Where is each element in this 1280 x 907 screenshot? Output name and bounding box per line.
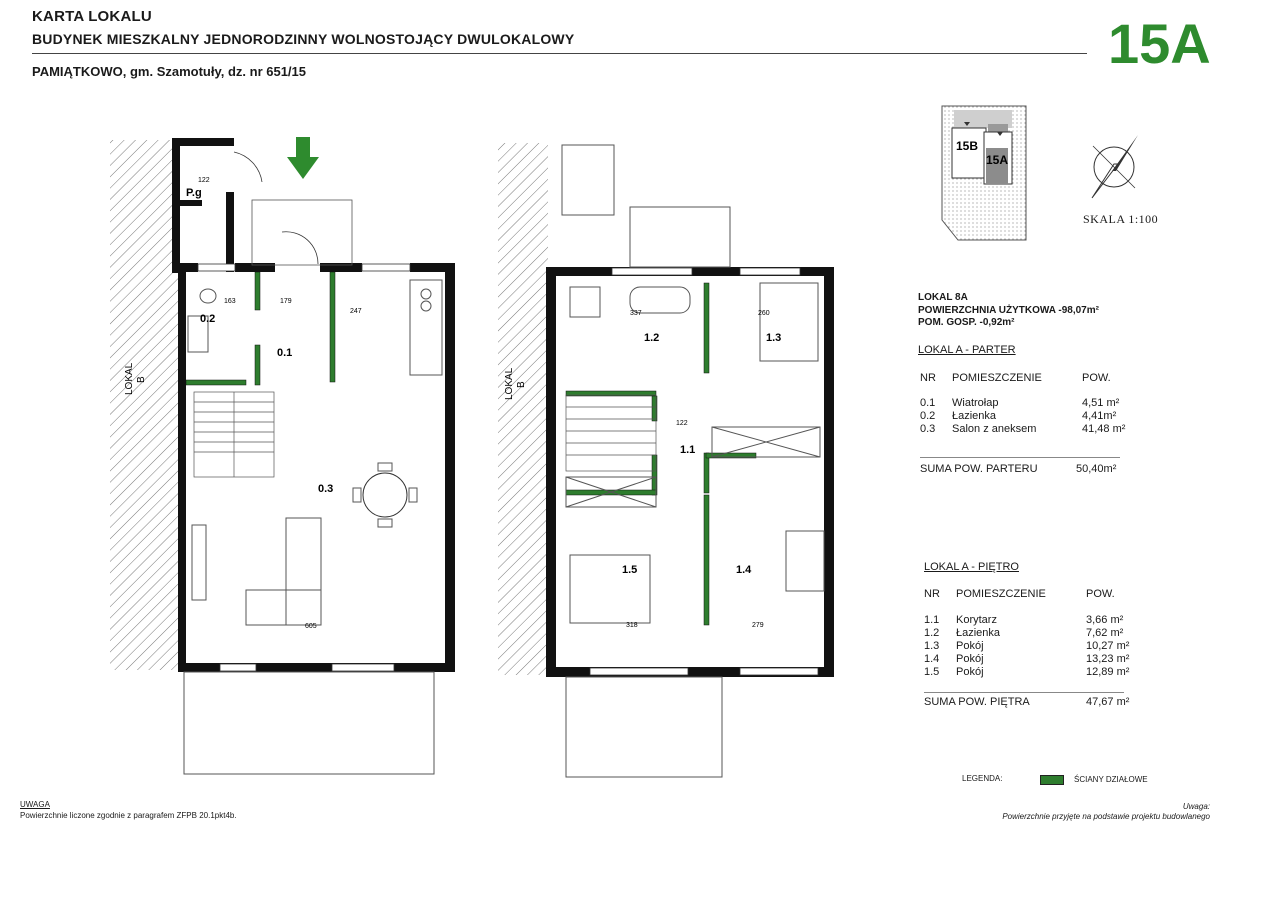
upper-floor-table: NR POMIESZCZENIE POW. 1.1 Korytarz 3,66 m² 1.2 Łazienka 7,62 m² 1.3 Pokój 10,27 m² 1.4 Pokój 13,23 m² 1.5 Pokój 12,89 m² SUMA POW. PIĘTRA 47,67 m² <box>924 588 1130 708</box>
note-heading: UWAGA <box>20 800 50 809</box>
right-note-body: Powierzchnie przyjęte na podstawie projektu budowlanego <box>1002 812 1210 821</box>
ground-floor-heading: LOKAL A - PARTER <box>918 344 1016 356</box>
north-arrow-icon <box>1088 132 1148 202</box>
room-label-0-1: 0.1 <box>277 347 293 359</box>
utility-room-label: P.g <box>186 187 202 199</box>
col-nr: NR <box>920 372 936 384</box>
dim-122-up: 122 <box>676 420 688 427</box>
dim-605: 605 <box>305 623 317 630</box>
room-label-1-4: 1.4 <box>736 564 752 576</box>
upper-floor-heading: LOKAL A - PIĘTRO <box>924 561 1019 573</box>
unit-number: 15A <box>1108 12 1211 75</box>
dim-279: 279 <box>752 622 764 629</box>
neighbor-sub-upper: B <box>516 381 527 388</box>
site-plan <box>936 102 1028 242</box>
dim-318: 318 <box>626 622 638 629</box>
utility-area: POM. GOSP. -0,92m² <box>918 317 1015 328</box>
site-label-15b: 15B <box>956 139 979 153</box>
site-label-15a: 15A <box>986 153 1009 167</box>
room-label-1-3: 1.3 <box>766 332 782 344</box>
room-label-0-2: 0.2 <box>200 313 216 325</box>
dim-163: 163 <box>224 298 236 305</box>
legend-label: LEGENDA: <box>962 774 1003 783</box>
dim-247: 247 <box>350 308 362 315</box>
building-description: BUDYNEK MIESZKALNY JEDNORODZINNY WOLNOSTOJĄCY DWULOKALOWY <box>32 31 575 47</box>
note-body: Powierzchnie liczone zgodnie z paragrafem ZFPB 20.1pkt4b. <box>20 811 237 820</box>
room-label-0-3: 0.3 <box>318 483 334 495</box>
upper-floor-plan <box>490 135 840 785</box>
col-room: POMIESZCZENIE <box>952 372 1042 384</box>
legend-swatch <box>1040 775 1064 785</box>
room-label-1-2: 1.2 <box>644 332 660 344</box>
dim-179: 179 <box>280 298 292 305</box>
room-label-1-1: 1.1 <box>680 444 696 456</box>
neighbor-sub: B <box>136 376 147 383</box>
scale: SKALA 1:100 <box>1083 212 1159 226</box>
ground-floor-table: NR POMIESZCZENIE POW. 0.1 Wiatrołap 4,51 m² 0.2 Łazienka 4,41m² 0.3 Salon z aneksem 41,48 m² SUMA POW. PARTERU 50,40m² <box>920 372 1126 475</box>
neighbor-label-upper: LOKAL <box>504 367 515 400</box>
col-area: POW. <box>1082 372 1111 384</box>
unit-info-title: LOKAL 8A <box>918 292 968 303</box>
dim-337: 337 <box>630 310 642 317</box>
ground-floor-plan <box>100 130 460 780</box>
dim-122: 122 <box>198 177 210 184</box>
card-title: KARTA LOKALU <box>32 8 152 25</box>
neighbor-label: LOKAL <box>124 362 135 395</box>
header-divider <box>32 53 1087 54</box>
location: PAMIĄTKOWO, gm. Szamotuły, dz. nr 651/15 <box>32 64 307 79</box>
legend-item: ŚCIANY DZIAŁOWE <box>1074 775 1148 784</box>
room-label-1-5: 1.5 <box>622 564 638 576</box>
dim-260: 260 <box>758 310 770 317</box>
usable-area: POWIERZCHNIA UŻYTKOWA -98,07m² <box>918 305 1099 316</box>
right-note-heading: Uwaga: <box>1182 802 1210 811</box>
entrance-arrow-icon <box>285 135 321 181</box>
